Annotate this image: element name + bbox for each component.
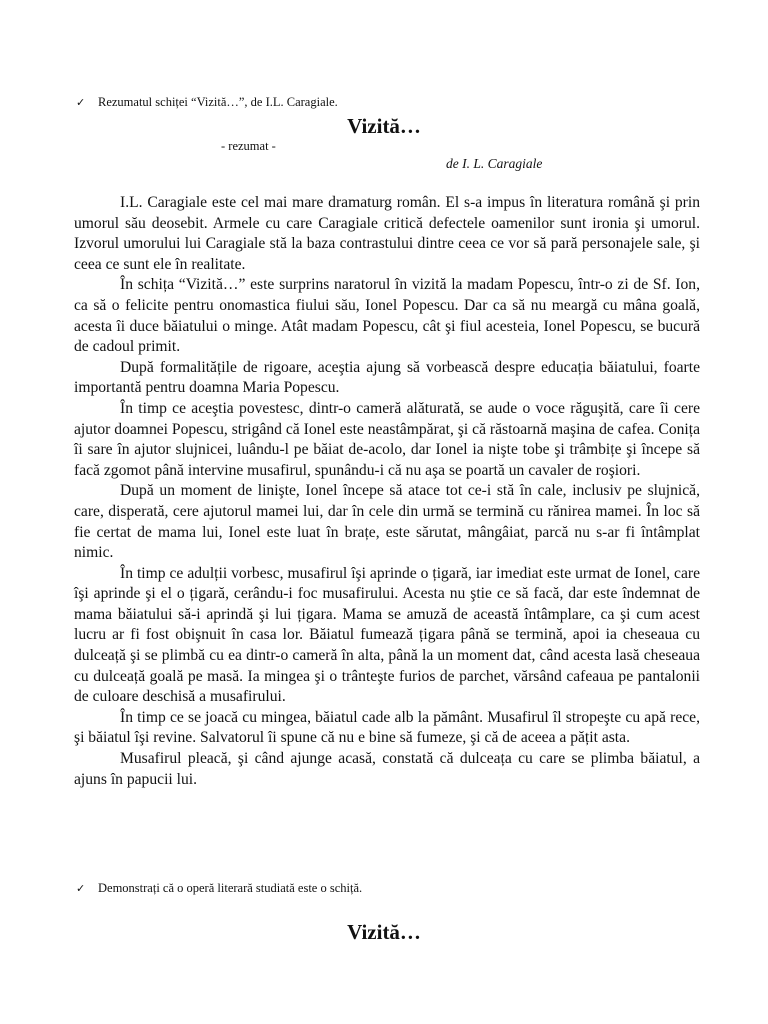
- document-title: Vizită…: [347, 114, 421, 138]
- task-bullet-summary: [76, 94, 338, 111]
- section-title: Vizită…: [347, 920, 421, 944]
- paragraph: În timp ce aceştia povestesc, dintr-o cameră alăturată, se aude o voce răguşită, care îi cere ajutor doamnei Popescu, strigând că Ionel este neastâmpărat, şi că răstoarnă maşina de cafea. Conița îi sare în ajutor slujnicei, luându-l pe băiat de-acolo, dar Ionel ia nişte tobe şi trâmbițe şi începe să facă zgomot până intervine musafirul, spunându-i că nu aşa se poartă un cavaler de roşiori.: [74, 399, 700, 479]
- summary-body: [74, 193, 700, 790]
- summary-label: - rezumat -: [221, 139, 276, 153]
- paragraph: Musafirul pleacă, şi când ajunge acasă, constată că dulceața cu care se plimba băiatul, a ajuns în papucii lui.: [74, 750, 700, 788]
- checkmark-icon: ✓: [76, 882, 86, 895]
- paragraph: În timp ce adulții vorbesc, musafirul îşi aprinde o țigară, iar imediat este urmat de Ionel, care îşi aprinde şi el o țigară, cerându-i foc musafirului. Acesta nu ştie ce să facă, dar este îndemnat de mama băiatului să-i aprindă şi lui țigara. Mama se amuză de această întâmplare, ca şi cum acest lucru ar fi fost obişnuit în casa lor. Băiatul fumează țigara până se termină, apoi ia cheseaua cu dulceață şi se plimbă cu ea dintr-o cameră în alta, până la un moment dat, când acesta lasă cheseaua cu dulceață goală pe masă. Ia mingea şi o trânteşte furios de parchet, vărsând cafeaua pe pantalonii de culoare deschisă a musafirului.: [74, 564, 700, 706]
- checkmark-icon: ✓: [76, 96, 86, 109]
- paragraph: După formalitățile de rigoare, aceştia ajung să vorbească despre educația băiatului, foarte importantă pentru doamna Maria Popescu.: [74, 358, 700, 397]
- paragraph: I.L. Caragiale este cel mai mare dramaturg român. El s-a impus în literatura română şi prin umorul său deosebit. Armele cu care Caragiale critică defectele oamenilor sunt ironia şi umorul. Izvorul umorului lui Caragiale stă la baza contrastului dintre ceea ce vor să pară personajele sale, şi ceea ce sunt ele în realitate.: [74, 194, 700, 273]
- author-line: de I. L. Caragiale: [446, 156, 543, 171]
- task-bullet-text: Demonstrați că o operă literară studiată este o schiță.: [98, 881, 363, 895]
- paragraph: După un moment de linişte, Ionel începe să atace tot ce-i stă în cale, inclusiv pe slujnică, care, disperată, cere ajutorul mamei lui, dar în cele din urmă se termină cu rănirea mamei. În loc să fie certat de mama lui, Ionel este luat în brațe, este sărutat, mângâiat, parcă nu s-ar fi întâmplat nimic.: [74, 482, 700, 562]
- task-bullet-text: Rezumatul schiței “Vizită…”, de I.L. Caragiale.: [98, 95, 338, 109]
- paragraph: În schița “Vizită…” este surprins naratorul în vizită la madam Popescu, într-o zi de Sf. Ion, ca să o felicite pentru onomastica fiului său, Ionel Popescu. Dar ca să nu meargă cu mâna goală, acesta îi duce băiatului o minge. Atât madam Popescu, cât şi fiul acesteia, Ionel Popescu, se bucură de cadoul primit.: [74, 276, 700, 356]
- task-bullet-demonstration: [76, 880, 362, 897]
- paragraph: În timp ce se joacă cu mingea, băiatul cade alb la pământ. Musafirul îl stropeşte cu apă rece, şi băiatul îşi revine. Salvatorul îi spune că nu e bine să fumeze, şi că de aceea a pățit asta.: [74, 708, 700, 747]
